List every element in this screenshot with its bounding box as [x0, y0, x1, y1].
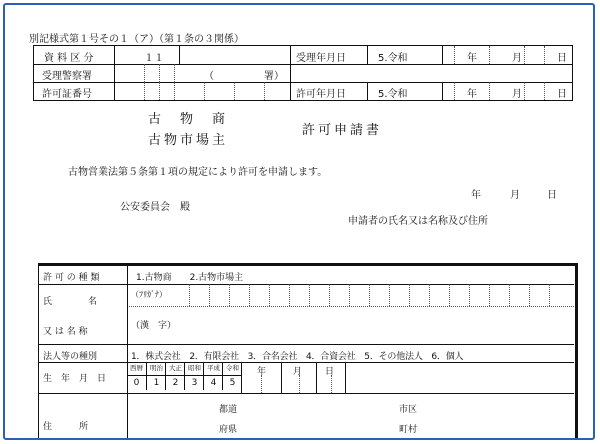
birth-day-label: 日	[325, 367, 335, 377]
birth-month-label: 月	[293, 367, 303, 377]
date-day: 日	[547, 190, 557, 201]
label-received-date: 受理年月日	[296, 53, 346, 64]
commission: 公安委員会 殿	[120, 202, 190, 213]
label-name-top: 氏 名	[43, 297, 98, 307]
era-num-4: 4	[203, 376, 223, 390]
label-address: 住 所	[43, 422, 89, 432]
era-received: 5.令和	[378, 53, 408, 64]
era-taisho: 大正	[165, 362, 185, 375]
label-corp-type: 法人等の種別	[43, 352, 98, 362]
document-frame	[3, 3, 595, 440]
title-line1: 古 物 商	[148, 112, 229, 127]
value-data-type: １１	[144, 53, 164, 64]
top-info-grid	[33, 45, 573, 101]
received-month: 月	[512, 53, 522, 64]
received-year: 年	[467, 53, 477, 64]
permitted-month: 月	[512, 89, 522, 100]
era-num-0: 0	[133, 378, 140, 388]
label-birth-date: 生 年 月 日	[43, 374, 107, 384]
era-reiwa: 令和	[222, 362, 242, 375]
era-meiji: 明治	[146, 362, 166, 375]
date-month: 月	[510, 190, 520, 201]
application-grid	[38, 263, 578, 440]
label-name-bottom: 又 は 名 称	[43, 327, 88, 337]
title-suffix: 許可申請書	[302, 123, 383, 138]
permit-type-options: 1.古物商 2.古物市場主	[136, 273, 244, 283]
label-permitted-date: 許可年月日	[296, 89, 346, 100]
kanji-label: （漢 字）	[131, 321, 177, 331]
era-num-5: 5	[222, 376, 242, 390]
era-permitted: 5.令和	[378, 89, 408, 100]
furigana-label: （ﾌﾘｶﾞﾅ）	[131, 290, 167, 299]
permitted-year: 年	[467, 89, 477, 100]
era-num-1: 1	[146, 376, 166, 390]
permitted-day: 日	[557, 89, 567, 100]
paren-open: （	[204, 71, 214, 82]
paren-station: 署）	[264, 71, 284, 82]
era-heisei: 平成	[203, 362, 223, 375]
date-year: 年	[471, 190, 481, 201]
era-showa: 昭和	[184, 362, 204, 375]
label-data-type: 資 料 区 分	[44, 53, 94, 64]
era-num-2: 2	[165, 376, 185, 390]
statement: 古物営業法第５条第１項の規定により許可を申請します。	[68, 167, 328, 178]
birth-year-label: 年	[257, 367, 267, 377]
label-permit-type: 許 可 の 種 類	[43, 273, 100, 283]
label-permit-number: 許可証番号	[42, 89, 92, 100]
label-police-station: 受理警察署	[42, 71, 92, 82]
received-day: 日	[557, 53, 567, 64]
todofuken-top: 都道	[219, 405, 238, 415]
form-id: 別記様式第１号その１（ア）（第１条の３関係）	[29, 34, 244, 45]
applicant-label: 申請者の氏名又は名称及び住所	[348, 216, 488, 227]
corp-type-options: 1．株式会社 2．有限会社 3．合名会社 4．合資会社 5．その他法人 6．個人	[131, 352, 464, 362]
shiku-label: 市区	[399, 405, 418, 415]
choson-label: 町村	[399, 425, 418, 435]
era-seireki: 西暦	[130, 364, 143, 372]
era-selector	[127, 362, 241, 393]
era-num-3: 3	[184, 376, 204, 390]
todofuken-bottom: 府県	[219, 425, 238, 435]
title-line2: 古物市場主	[148, 133, 229, 148]
